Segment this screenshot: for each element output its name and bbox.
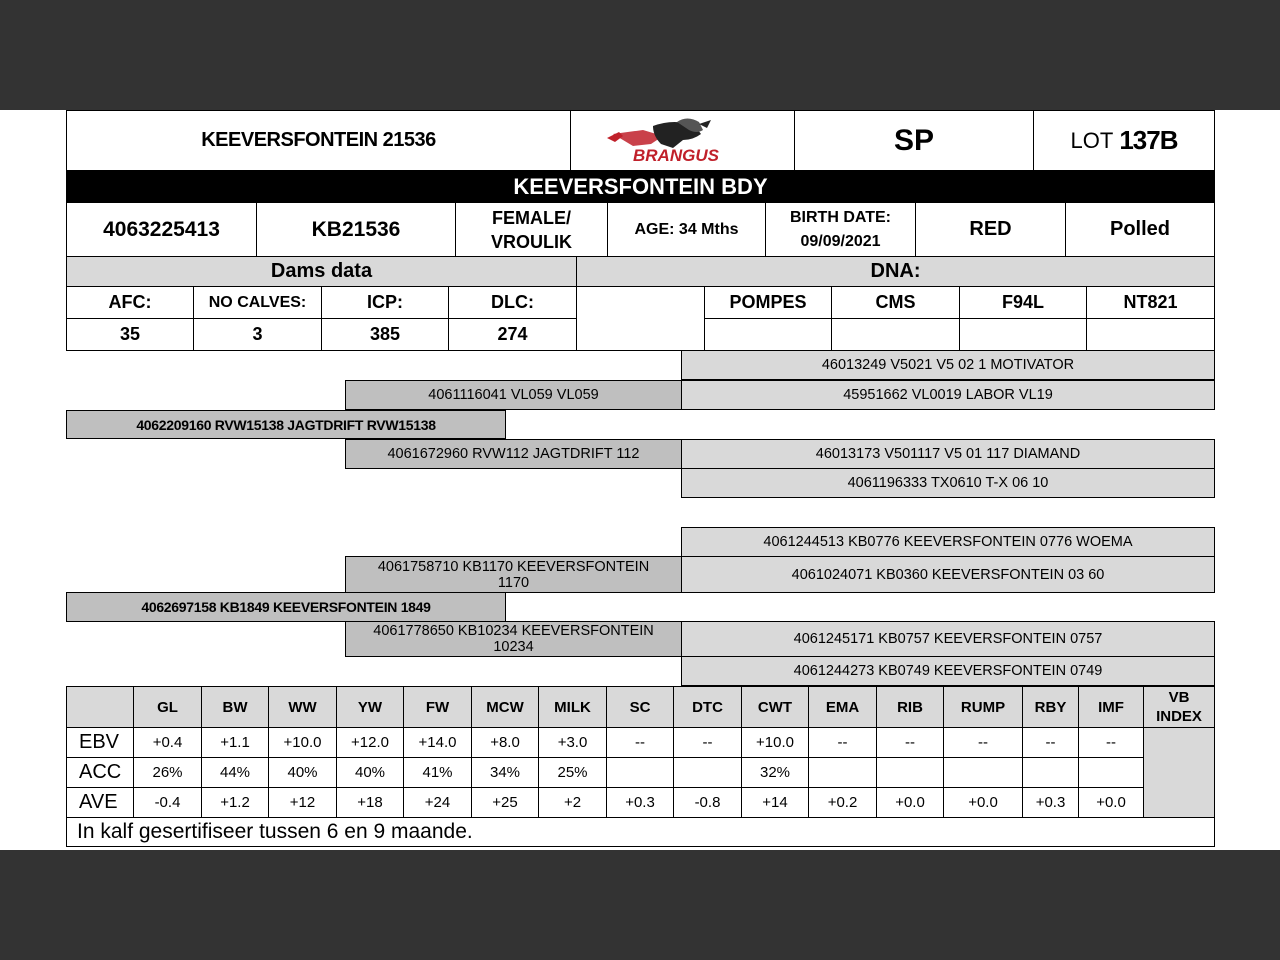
- ave-cell: +0.3: [1023, 788, 1079, 818]
- ave-cell: +2: [539, 788, 607, 818]
- dna-cms-value: [831, 318, 960, 351]
- acc-cell: 32%: [742, 758, 809, 788]
- ave-cell: +25: [472, 788, 539, 818]
- acc-cell: [1023, 758, 1079, 788]
- dna-nt821-value: [1086, 318, 1215, 351]
- vb-index-value: [1144, 728, 1215, 818]
- ebv-cell: +12.0: [337, 728, 404, 758]
- ave-cell: +0.3: [607, 788, 674, 818]
- pedigree-dam-dam-dam: 4061244273 KB0749 KEEVERSFONTEIN 0749: [681, 656, 1215, 686]
- ebv-cell: --: [944, 728, 1023, 758]
- pedigree-sire-sire-sire: 46013249 V5021 V5 02 1 MOTIVATOR: [681, 350, 1215, 380]
- ave-cell: -0.8: [674, 788, 742, 818]
- acc-cell: 34%: [472, 758, 539, 788]
- ebv-cell: --: [674, 728, 742, 758]
- ebv-header-rump: RUMP: [944, 687, 1023, 728]
- no-calves-header: NO CALVES:: [193, 286, 322, 319]
- acc-cell: [607, 758, 674, 788]
- ebv-row: [67, 728, 1215, 758]
- icp-header: ICP:: [321, 286, 449, 319]
- dams-data-title: Dams data: [66, 256, 577, 287]
- ebv-header-ema: EMA: [809, 687, 877, 728]
- pedigree-sire: 4062209160 RVW15138 JAGTDRIFT RVW15138: [66, 410, 506, 439]
- sex-cell: [455, 202, 608, 257]
- bull-logo-icon: [603, 116, 763, 166]
- ebv-header-mcw: MCW: [472, 687, 539, 728]
- lot-number: 137B: [1119, 125, 1178, 155]
- ebv-header-gl: GL: [134, 687, 202, 728]
- ebv-cell: --: [607, 728, 674, 758]
- birth-date-label: BIRTH DATE:: [789, 208, 892, 226]
- ave-cell: +0.0: [944, 788, 1023, 818]
- animal-id: KEEVERSFONTEIN 21536: [66, 110, 571, 171]
- pedigree-dam-dam-sire: 4061245171 KB0757 KEEVERSFONTEIN 0757: [681, 621, 1215, 657]
- acc-cell: [944, 758, 1023, 788]
- reg-number: 4063225413: [66, 202, 257, 257]
- ebv-cell: +0.4: [134, 728, 202, 758]
- ebv-cell: +8.0: [472, 728, 539, 758]
- dna-f94l-header: F94L: [959, 286, 1087, 319]
- pedigree-sire-sire-dam: 45951662 VL0019 LABOR VL19: [681, 380, 1215, 410]
- dna-pompes-value: [704, 318, 832, 351]
- ave-row: [67, 788, 1215, 818]
- acc-cell: 40%: [269, 758, 337, 788]
- ebv-cell: +14.0: [404, 728, 472, 758]
- pedigree-dam-sire-dam: 4061024071 KB0360 KEEVERSFONTEIN 03 60: [681, 556, 1215, 593]
- pedigree-sire-dam-sire: 46013173 V501117 V5 01 117 DIAMAND: [681, 439, 1215, 469]
- certification-note: In kalf gesertifiseer tussen 6 en 9 maande.: [67, 818, 1215, 847]
- ebv-cell: +10.0: [742, 728, 809, 758]
- tattoo: KB21536: [256, 202, 456, 257]
- ave-cell: +18: [337, 788, 404, 818]
- birth-date-cell: [765, 202, 916, 257]
- lot-prefix: LOT: [1070, 127, 1114, 153]
- acc-cell: [809, 758, 877, 788]
- pedigree-dam-dam-line1: 4061778650 KB10234 KEEVERSFONTEIN: [373, 623, 654, 639]
- ebv-header-rby: RBY: [1023, 687, 1079, 728]
- pedigree-dam-dam-line2: 10234: [493, 639, 534, 655]
- grade-badge: SP: [794, 110, 1034, 171]
- row-label-ebv: EBV: [67, 728, 134, 758]
- ave-cell: +24: [404, 788, 472, 818]
- dna-cms-header: CMS: [831, 286, 960, 319]
- ebv-cell: --: [877, 728, 944, 758]
- ave-cell: +0.0: [877, 788, 944, 818]
- ave-cell: +0.0: [1079, 788, 1144, 818]
- ebv-cell: --: [809, 728, 877, 758]
- acc-cell: 41%: [404, 758, 472, 788]
- dlc-header: DLC:: [448, 286, 577, 319]
- ebv-header-rib: RIB: [877, 687, 944, 728]
- pedigree-dam-dam: [345, 621, 682, 657]
- birth-date: 09/09/2021: [800, 232, 881, 250]
- vb-index-line1: VB: [1168, 689, 1190, 706]
- colour: RED: [915, 202, 1066, 257]
- acc-cell: [877, 758, 944, 788]
- dna-pompes-header: POMPES: [704, 286, 832, 319]
- row-label-acc: ACC: [67, 758, 134, 788]
- ebv-corner-cell: [67, 687, 134, 728]
- afc-header: AFC:: [66, 286, 194, 319]
- animal-name-banner: KEEVERSFONTEIN BDY: [66, 171, 1215, 202]
- dna-f94l-value: [959, 318, 1087, 351]
- vb-index-line2: INDEX: [1156, 708, 1202, 725]
- ebv-cell: --: [1023, 728, 1079, 758]
- lot-card: [0, 110, 1280, 850]
- pedigree-dam: 4062697158 KB1849 KEEVERSFONTEIN 1849: [66, 592, 506, 622]
- svg-text:BRANGUS: BRANGUS: [632, 145, 719, 165]
- ebv-cell: +10.0: [269, 728, 337, 758]
- age: AGE: 34 Mths: [607, 202, 766, 257]
- acc-row: [67, 758, 1215, 788]
- ave-cell: +12: [269, 788, 337, 818]
- ebv-header-yw: YW: [337, 687, 404, 728]
- ave-cell: -0.4: [134, 788, 202, 818]
- pedigree-dam-sire: [345, 556, 682, 593]
- dlc-value: 274: [448, 318, 577, 351]
- ebv-cell: +1.1: [202, 728, 269, 758]
- ebv-header-bw: BW: [202, 687, 269, 728]
- brangus-logo: [570, 110, 795, 171]
- acc-cell: 26%: [134, 758, 202, 788]
- pedigree-sire-dam-dam: 4061196333 TX0610 T-X 06 10: [681, 468, 1215, 498]
- pedigree-sire-dam: 4061672960 RVW112 JAGTDRIFT 112: [345, 439, 682, 469]
- ebv-header-fw: FW: [404, 687, 472, 728]
- ebv-header-dtc: DTC: [674, 687, 742, 728]
- acc-cell: [1079, 758, 1144, 788]
- horn-status: Polled: [1065, 202, 1215, 257]
- acc-cell: 25%: [539, 758, 607, 788]
- ave-cell: +14: [742, 788, 809, 818]
- acc-cell: [674, 758, 742, 788]
- ebv-header-milk: MILK: [539, 687, 607, 728]
- sex-line1: FEMALE/: [492, 207, 571, 228]
- afc-value: 35: [66, 318, 194, 351]
- dna-nt821-header: NT821: [1086, 286, 1215, 319]
- pedigree-dam-sire-line1: 4061758710 KB1170 KEEVERSFONTEIN: [377, 558, 650, 575]
- ebv-table: [66, 686, 1215, 847]
- row-label-ave: AVE: [67, 788, 134, 818]
- acc-cell: 40%: [337, 758, 404, 788]
- ebv-header-sc: SC: [607, 687, 674, 728]
- ave-cell: +1.2: [202, 788, 269, 818]
- ebv-cell: --: [1079, 728, 1144, 758]
- pedigree-dam-sire-line2: 1170: [497, 574, 530, 591]
- ebv-header-ww: WW: [269, 687, 337, 728]
- pedigree-dam-sire-sire: 4061244513 KB0776 KEEVERSFONTEIN 0776 WOEMA: [681, 527, 1215, 557]
- ebv-header-imf: IMF: [1079, 687, 1144, 728]
- ebv-cell: +3.0: [539, 728, 607, 758]
- lot-box: [1033, 110, 1215, 171]
- icp-value: 385: [321, 318, 449, 351]
- dna-blank-cell: [576, 286, 705, 351]
- dna-title: DNA:: [576, 256, 1215, 287]
- acc-cell: 44%: [202, 758, 269, 788]
- ave-cell: +0.2: [809, 788, 877, 818]
- pedigree-sire-sire: 4061116041 VL059 VL059: [345, 380, 682, 410]
- ebv-header-row: [67, 687, 1215, 728]
- ebv-header-cwt: CWT: [742, 687, 809, 728]
- note-row: [67, 818, 1215, 847]
- no-calves-value: 3: [193, 318, 322, 351]
- sex-line2: VROULIK: [491, 231, 572, 252]
- ebv-header-vb-index: [1144, 687, 1215, 728]
